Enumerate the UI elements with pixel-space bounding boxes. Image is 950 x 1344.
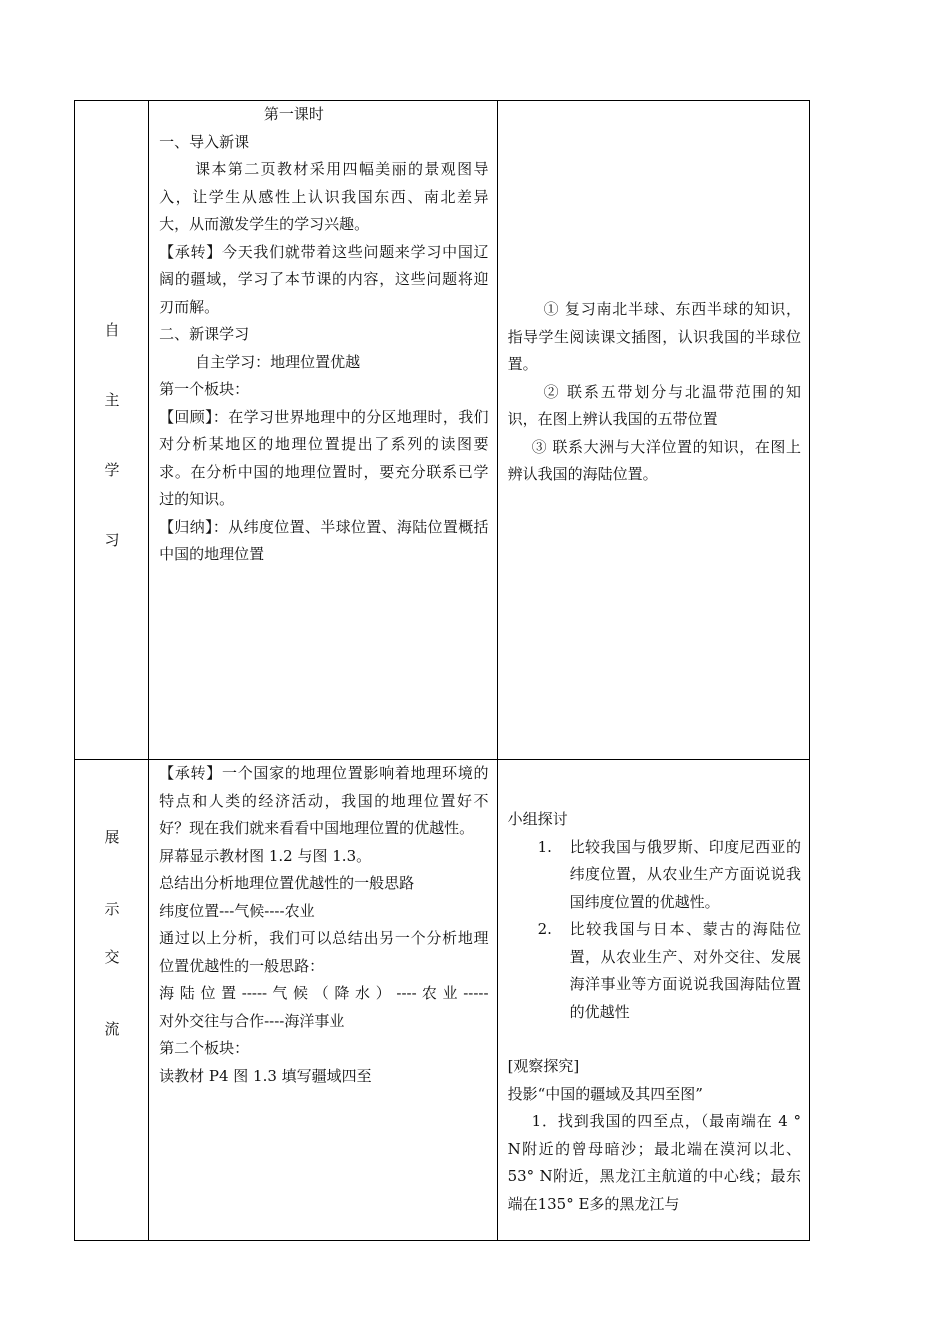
block-two-heading: 第二个板块： [159,1039,250,1057]
section-label-cell [75,760,149,1241]
discussion-list [508,834,801,1027]
list-text: 比较我国与日本、蒙古的海陆位置，从农业生产、对外交往、发展海洋事业等方面说说我国海陆位置的优越性 [569,920,801,1021]
activity-item-1: ① 复习南北半球、东西半球的知识，指导学生阅读课文插图，认识我国的半球位置。 [507,300,801,373]
section-label-char: 示 [104,900,120,918]
section-label-char: 习 [104,531,120,549]
section-label-cell [75,101,149,760]
self-study-topic: 自主学习：地理位置优越 [195,352,361,371]
list-number: 1. [537,837,552,856]
student-activity-cell [497,101,809,760]
list-text: 比较我国与俄罗斯、印度尼西亚的纬度位置，从农业生产方面说说我国纬度位置的优越性。 [569,837,801,911]
extreme-points-paragraph: 1．找到我国的四至点，（最南端在 4 ° N附近的曾母暗沙；最北端在漠河以北、53° N附近，黑龙江主航道的中心线；最东端在135° E多的黑龙江与 [507,1112,801,1213]
section-label-char: 自 [104,321,120,339]
lesson-title: 第一课时 [263,105,324,123]
review-paragraph: 【回顾】：在学习世界地理中的分区地理时，我们对分析某地区的地理位置提出了系列的读图要求。在分析中国的地理位置时，要充分联系已学过的知识。 [159,407,489,508]
transition-paragraph: 【承转】一个国家的地理位置影响着地理环境的特点和人类的经济活动，我国的地理位置好不好？现在我们就来看看中国地理位置的优越性。 [159,764,489,837]
section-label-char: 展 [104,828,120,846]
screen-display: 屏幕显示教材图 1.2 与图 1.3。 [159,846,372,865]
reasoning-chain-1: 纬度位置---气候----农业 [159,901,315,920]
general-idea: 总结出分析地理位置优越性的一般思路 [159,874,415,892]
section-label-char: 交 [104,948,120,966]
summary-paragraph: 【归纳】：从纬度位置、半球位置、海陆位置概括中国的地理位置 [159,517,489,563]
section-row-self-study [75,101,810,760]
section-label-char: 主 [104,391,120,409]
teaching-content-cell [149,760,497,1241]
section-label-char: 流 [104,1020,120,1038]
block-one-heading: 第一个板块： [159,380,250,398]
list-item [508,916,801,1026]
reading-task: 读教材 P4 图 1.3 填写疆域四至 [159,1066,372,1085]
heading-new-lesson: 二、新课学习 [159,325,250,343]
section-label-char: 学 [104,461,120,479]
group-discussion-title: 小组探讨 [507,810,568,828]
observe-heading: [观察探究] [507,1057,580,1075]
student-activity-cell [497,760,809,1241]
reasoning-chain-2: 海 陆 位 置 ----- 气 候 （ 降 水 ） ---- 农 业 -----对外交往与合作----海洋事业 [159,984,489,1030]
list-number: 2. [537,920,552,938]
activity-item-2: ② 联系五带划分与北温带范围的知识，在图上辨认我国的五带位置 [507,382,801,428]
intro-paragraph: 课本第二页教材采用四幅美丽的景观图导入，让学生从感性上认识我国东西、南北差异大，从而激发学生的学习兴趣。 [159,160,489,233]
analysis-paragraph: 通过以上分析，我们可以总结出另一个分析地理位置优越性的一般思路： [159,929,489,975]
list-item [508,834,801,917]
projection-line: 投影“中国的疆域及其四至图” [507,1084,703,1103]
transition-paragraph: 【承转】今天我们就带着这些问题来学习中国辽阔的疆域，学习了本节课的内容，这些问题将迎刃而解。 [159,242,489,316]
section-row-exchange [75,760,810,1241]
activity-item-3: ③ 联系大洲与大洋位置的知识，在图上辨认我国的海陆位置。 [507,437,801,483]
teaching-content-cell [149,101,497,760]
heading-intro: 一、导入新课 [159,132,250,151]
lesson-plan-table [74,100,810,1241]
